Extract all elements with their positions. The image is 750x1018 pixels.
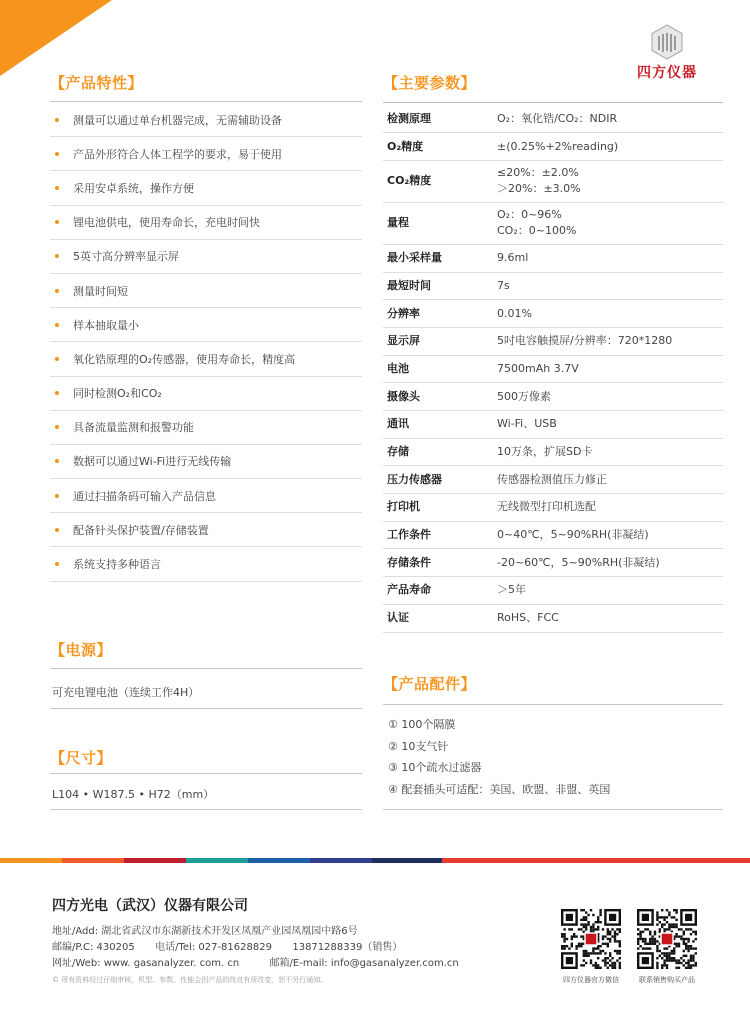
size-rule-top [50,773,362,774]
param-key: 检测原理 [383,105,493,133]
param-key: 存储 [383,438,493,466]
param-value [493,521,723,549]
param-value-line: 无线微型打印机选配 [497,500,596,514]
param-value-line: CO₂：0~100% [497,224,577,238]
feature-item [50,137,362,171]
accessory-item: ③ 10个疏水过滤器 [388,761,482,774]
accessory-item: ② 10支气针 [388,739,449,753]
feature-item [50,274,362,308]
strip-indigo [310,858,372,863]
size-rule-bottom [50,809,362,810]
feature-item [50,547,362,581]
footer-postcode: 邮编/P.C: 430205 [52,942,135,953]
param-value [493,133,723,161]
feature-text: 样本抽取量小 [73,318,139,332]
bullet-dot-icon [55,459,59,463]
param-value [493,383,723,411]
param-value [493,160,723,202]
param-row [383,327,723,355]
params-table [383,105,723,633]
param-value [493,466,723,494]
bullet-dot-icon [55,391,59,395]
param-value-line: 9.6ml [497,251,529,265]
bullet-dot-icon [55,186,59,190]
feature-text: 测量可以通过单台机器完成，无需辅助设备 [73,113,282,127]
qr-code-sales-icon [637,909,697,969]
param-row [383,244,723,272]
param-row [383,133,723,161]
param-value-line: -20~60℃，5~90%RH(非凝结) [497,555,660,569]
feature-text: 数据可以通过Wi-Fi进行无线传输 [73,455,232,469]
param-value-line: 7500mAh 3.7V [497,361,579,375]
param-value [493,105,723,133]
feature-text: 5英寸高分辨率显示屏 [73,250,179,264]
power-text: 可充电锂电池（连续工作4H） [52,686,200,699]
param-row [383,604,723,632]
footer-web: 网址/Web: www. gasanalyzer. com. cn [52,958,240,969]
param-value-line: 7s [497,278,510,292]
feature-text: 配备针头保护装置/存储装置 [73,523,209,537]
size-text: L104 • W187.5 • H72（mm） [52,788,215,801]
param-value-line: ±(0.25%+2%reading) [497,139,619,153]
feature-item [50,445,362,479]
param-value-line: 传感器检测值压力修正 [497,472,607,486]
bullet-dot-icon [55,220,59,224]
param-row [383,549,723,577]
features-list [50,103,362,582]
strip-navy [372,858,442,863]
brand-logo-text: 四方仪器 [637,65,697,81]
brand-logo [630,24,704,82]
size-title: 【尺寸】 [50,749,113,767]
strip-crimson [124,858,186,863]
hexagon-logo-icon [650,24,684,60]
footer-email: 邮箱/E-mail: info@gasanalyzer.com.cn [269,958,459,969]
param-row [383,494,723,522]
feature-item [50,171,362,205]
accessories-rule-top [383,704,723,705]
param-key: 产品寿命 [383,577,493,605]
param-key: 摄像头 [383,383,493,411]
param-value-line: 500万像素 [497,389,551,403]
param-value-line: ＞5年 [497,583,526,597]
feature-text: 具备流量监测和报警功能 [73,421,194,435]
feature-item [50,103,362,137]
bullet-dot-icon [55,425,59,429]
feature-item [50,411,362,445]
param-value [493,300,723,328]
features-title: 【产品特性】 [50,74,144,92]
features-rule [50,101,362,102]
feature-item [50,377,362,411]
param-value-line: 0~40℃，5~90%RH(非凝结) [497,528,649,542]
feature-text: 氧化锆原理的O₂传感器，使用寿命长，精度高 [73,352,296,366]
param-value-line: Wi-Fi、USB [497,417,557,431]
params-title: 【主要参数】 [383,74,477,92]
bullet-dot-icon [55,254,59,258]
accessory-item: ① 100个隔膜 [388,718,456,731]
feature-item [50,513,362,547]
param-value-line: RoHS、FCC [497,611,559,625]
feature-text: 锂电池供电，使用寿命长，充电时间快 [73,216,260,230]
footer-web-email [52,954,459,969]
feature-item [50,342,362,376]
param-value-line: 10万条，扩展SD卡 [497,445,593,459]
bullet-dot-icon [55,528,59,532]
param-value [493,272,723,300]
bullet-dot-icon [55,152,59,156]
bullet-dot-icon [55,118,59,122]
param-value [493,411,723,439]
param-value-line: 5吋电容触摸屏/分辨率：720*1280 [497,334,673,348]
footer-mobile: 13871288339（销售） [292,942,403,953]
power-title: 【电源】 [50,641,113,659]
param-row [383,521,723,549]
footer-company: 四方光电（武汉）仪器有限公司 [52,898,248,914]
param-key: 存储条件 [383,549,493,577]
param-value-line: O₂：氧化锆/CO₂：NDIR [497,111,618,125]
bullet-dot-icon [55,289,59,293]
param-key: 分辨率 [383,300,493,328]
accessories-rule-bottom [383,809,723,810]
corner-decoration [0,0,112,76]
param-value [493,604,723,632]
strip-red-orange [62,858,124,863]
qr-code-wechat-icon [561,909,621,969]
feature-text: 系统支持多种语言 [73,558,161,572]
param-value-line: ≤20%：±2.0% [497,166,579,180]
feature-item [50,479,362,513]
param-value [493,202,723,244]
param-row [383,272,723,300]
params-rule [383,102,723,103]
power-rule-top [50,668,362,669]
param-value-line: 0.01% [497,306,532,320]
param-row [383,577,723,605]
param-value [493,577,723,605]
feature-item [50,240,362,274]
qr-caption-wechat: 四方仪器官方微信 [563,976,619,984]
param-key: 压力传感器 [383,466,493,494]
param-key: CO₂精度 [383,160,493,202]
param-key: 打印机 [383,494,493,522]
param-value [493,244,723,272]
param-value [493,549,723,577]
param-key: 电池 [383,355,493,383]
bullet-dot-icon [55,357,59,361]
qr-caption-sales: 联系销售购买产品 [639,976,695,984]
param-row [383,466,723,494]
feature-text: 通过扫描条码可输入产品信息 [73,489,216,503]
feature-item [50,308,362,342]
param-row [383,160,723,202]
accessories-title: 【产品配件】 [383,675,477,693]
param-row [383,411,723,439]
strip-red [442,858,750,863]
feature-text: 产品外形符合人体工程学的要求，易于使用 [73,147,282,161]
param-value [493,327,723,355]
param-value [493,438,723,466]
param-row [383,105,723,133]
footer-contact [52,938,402,953]
param-row [383,300,723,328]
param-key: 显示屏 [383,327,493,355]
param-key: 最小采样量 [383,244,493,272]
param-key: 最短时间 [383,272,493,300]
param-value-line: ＞20%：±3.0% [497,182,581,196]
param-key: O₂精度 [383,133,493,161]
feature-text: 同时检测O₂和CO₂ [73,387,162,401]
footer-tel: 电话/Tel: 027-81628829 [155,942,272,953]
param-row [383,355,723,383]
param-row [383,202,723,244]
param-key: 通讯 [383,411,493,439]
param-key: 量程 [383,202,493,244]
param-row [383,438,723,466]
feature-item [50,206,362,240]
param-row [383,383,723,411]
param-value [493,355,723,383]
strip-teal [186,858,248,863]
bullet-dot-icon [55,494,59,498]
param-value [493,494,723,522]
feature-text: 采用安卓系统，操作方便 [73,181,194,195]
bullet-dot-icon [55,562,59,566]
param-key: 工作条件 [383,521,493,549]
param-key: 认证 [383,604,493,632]
feature-text: 测量时间短 [73,284,128,298]
strip-orange [0,858,62,863]
power-rule-bottom [50,708,362,709]
param-value-line: O₂：0~96% [497,208,562,222]
bullet-dot-icon [55,323,59,327]
strip-blue [248,858,310,863]
footer-address: 地址/Add: 湖北省武汉市东湖新技术开发区凤凰产业园凤凰园中路6号 [52,926,358,937]
footer-disclaimer: © 所有资料经过仔细审核，机型、参数、性能会因产品的改良有所改变，恕不另行通知。 [52,976,328,984]
accessory-item: ④ 配套插头可适配：美国、欧盟、非盟、英国 [388,782,611,796]
